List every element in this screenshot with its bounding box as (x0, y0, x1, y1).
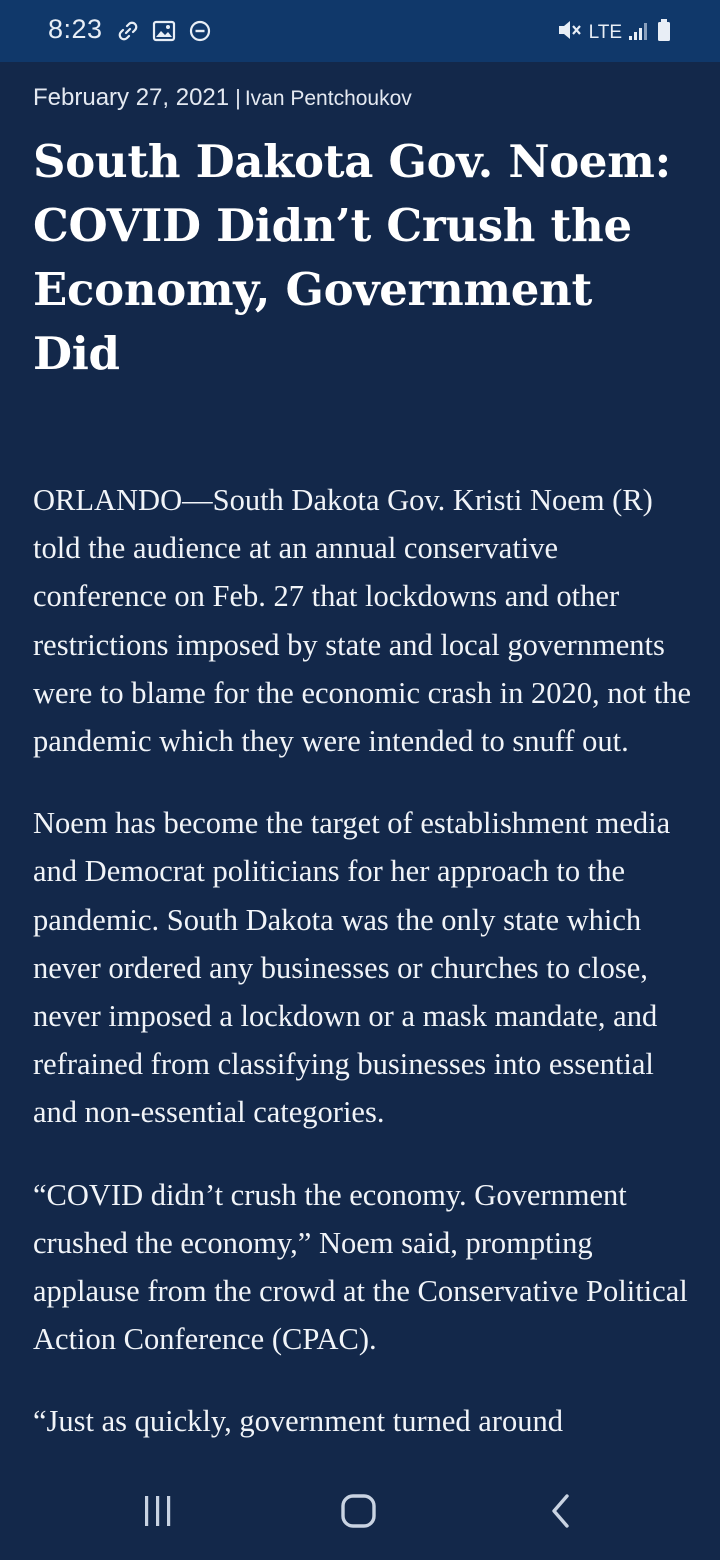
article-paragraph: ORLANDO—South Dakota Gov. Kristi Noem (R) told the audience at an annual conservative conference on Feb. 27 that lockdowns and other restrictions imposed by state and local governments were to blame for the economic crash in 2020, not the pandemic which they were intended to snuff out. (33, 483, 692, 759)
do-not-disturb-icon (188, 19, 212, 43)
article-author[interactable]: Ivan Pentchoukov (244, 87, 412, 110)
back-button[interactable] (531, 1486, 591, 1536)
navigation-bar (0, 1460, 720, 1560)
status-bar (0, 0, 720, 62)
back-icon (546, 1493, 576, 1529)
article (33, 62, 693, 1480)
mute-icon (557, 18, 583, 47)
home-button[interactable] (329, 1486, 389, 1536)
status-time: 8:23 (48, 14, 103, 44)
image-icon (152, 20, 176, 42)
article-headline: South Dakota Gov. Noem: COVID Didn’t Crush the Economy, Government Did (33, 135, 671, 380)
link-icon (116, 19, 140, 43)
meta-separator: | (235, 85, 241, 110)
signal-icon (628, 19, 650, 46)
recent-apps-icon (140, 1494, 176, 1528)
article-paragraph: “COVID didn’t crush the economy. Government crushed the economy,” Noem said, prompting applause from the crowd at the Conservative Political Action Conference (CPAC). (33, 1177, 688, 1357)
article-meta (33, 84, 693, 112)
article-paragraph: Noem has become the target of establishment media and Democrat politicians for her approach to the pandemic. South Dakota was the only state which never ordered any businesses or churches to close, never imposed a lockdown or a mask mandate, and refrained from classifying businesses into essential and non-essential categories. (33, 806, 671, 1130)
recent-apps-button[interactable] (128, 1486, 188, 1536)
article-body (33, 476, 693, 1446)
home-icon (339, 1493, 379, 1529)
battery-icon (656, 18, 672, 47)
status-notification-icons (116, 19, 212, 43)
article-date: February 27, 2021 (33, 84, 230, 111)
status-system-icons (557, 18, 672, 47)
article-paragraph: “Just as quickly, government turned around (33, 1404, 563, 1439)
network-type-label: LTE (588, 21, 622, 43)
